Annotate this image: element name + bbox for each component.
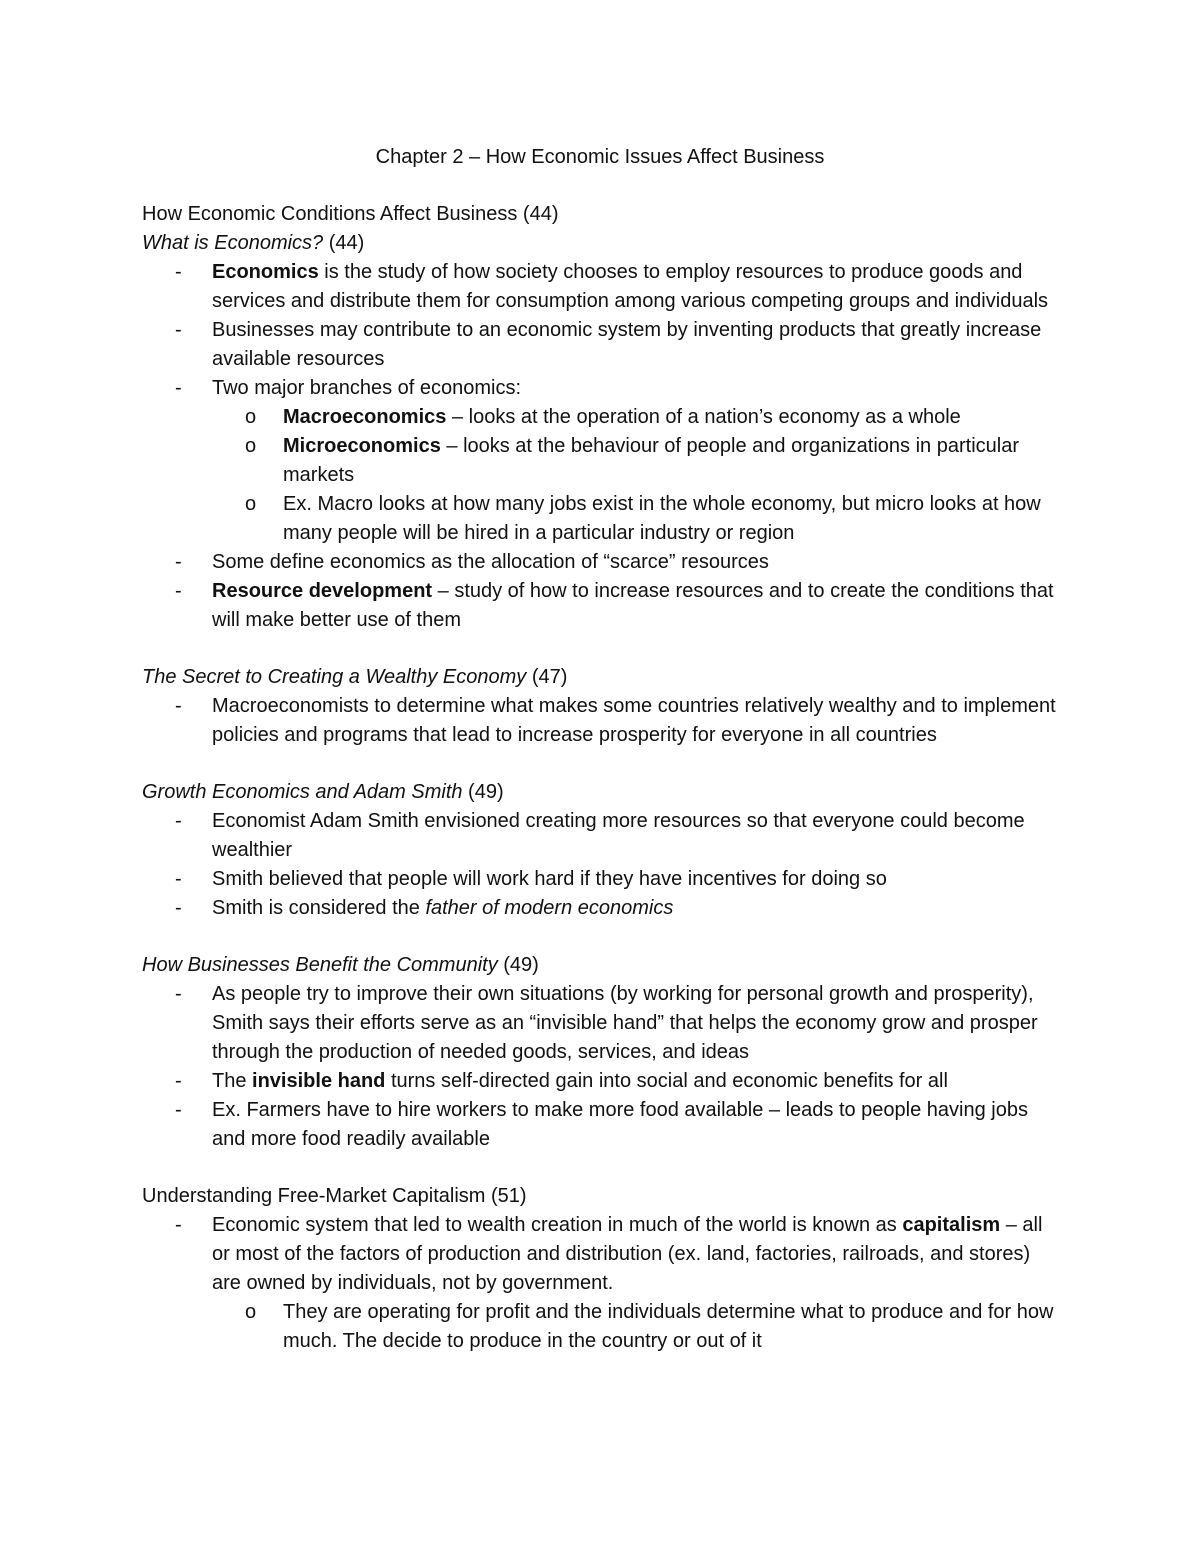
item-text: As people try to improve their own situations (by working for personal growth and prosperity), Smith says their efforts serve as an “invisible hand” that helps the economy grow and prosper through the production of needed goods, services, and ideas — [212, 983, 1038, 1063]
section-heading: Understanding Free-Market Capitalism (51) — [142, 1185, 527, 1207]
sub-list-item — [283, 432, 1062, 490]
term-bold: Economics — [212, 261, 319, 283]
item-text: – looks at the operation of a nation’s economy as a whole — [446, 406, 961, 428]
subheading-title: The Secret to Creating a Wealthy Economy — [142, 666, 527, 688]
item-italic: father of modern economics — [425, 897, 674, 919]
bullet-list — [142, 807, 1062, 923]
bullet-list — [142, 692, 1062, 750]
item-text: Ex. Macro looks at how many jobs exist in the whole economy, but micro looks at how many people will be hired in a particular industry or region — [283, 493, 1041, 544]
list-item — [212, 865, 1062, 894]
item-text: turns self-directed gain into social and economic benefits for all — [385, 1070, 948, 1092]
term-bold: Resource development — [212, 580, 433, 602]
sub-list-item — [283, 1298, 1062, 1356]
sub-list-item — [283, 403, 1062, 432]
subheading-title: What is Economics? — [142, 232, 324, 254]
list-item — [212, 692, 1062, 750]
item-text: Smith is considered the — [212, 897, 426, 919]
list-item — [212, 894, 1062, 923]
item-text: Economist Adam Smith envisioned creating more resources so that everyone could become wealthier — [212, 810, 1025, 861]
subheading-page: (49) — [497, 954, 539, 976]
list-item — [212, 316, 1062, 374]
bullet-list — [142, 980, 1062, 1154]
section-gap — [142, 635, 1062, 663]
item-text: – study of how to increase resources and to create the conditions that will make better use of them — [212, 580, 1054, 631]
section-gap — [142, 923, 1062, 951]
term-bold: Macroeconomics — [283, 406, 447, 428]
list-item — [212, 807, 1062, 865]
bullet-list — [142, 1211, 1062, 1356]
section-gap — [142, 750, 1062, 778]
item-text: Economic system that led to wealth creation in much of the world is known as — [212, 1214, 903, 1236]
subheading-page: (44) — [323, 232, 365, 254]
item-text: Businesses may contribute to an economic system by inventing products that greatly increase available resources — [212, 319, 1042, 370]
section-heading: How Economic Conditions Affect Business (44) — [142, 203, 559, 225]
item-text: Smith believed that people will work hard if they have incentives for doing so — [212, 868, 887, 890]
item-text: – looks at the behaviour of people and organizations in particular markets — [283, 435, 1019, 486]
bullet-list — [142, 258, 1062, 635]
section-gap — [142, 1154, 1062, 1182]
section-subheading — [142, 778, 1062, 807]
page-title: Chapter 2 – How Economic Issues Affect Business — [375, 146, 825, 168]
item-text: – all or most of the factors of production and distribution (ex. land, factories, railroads, and stores) are owned by individuals, not by government. — [212, 1214, 1043, 1294]
item-text: Ex. Farmers have to hire workers to make more food available – leads to people having jobs and more food readily available — [212, 1099, 1028, 1150]
list-item — [212, 1211, 1062, 1356]
subheading-page: (49) — [462, 781, 504, 803]
list-item — [212, 548, 1062, 577]
item-text: Some define economics as the allocation of “scarce” resources — [212, 551, 769, 573]
sub-bullet-list — [212, 403, 1062, 548]
list-item — [212, 374, 1062, 548]
term-bold: capitalism — [902, 1214, 1001, 1236]
item-text: The — [212, 1070, 253, 1092]
list-item — [212, 1096, 1062, 1154]
subheading-title: Growth Economics and Adam Smith — [142, 781, 463, 803]
sub-list-item — [283, 490, 1062, 548]
sub-bullet-list — [212, 1298, 1062, 1356]
section-subheading — [142, 663, 1062, 692]
item-text: Macroeconomists to determine what makes some countries relatively wealthy and to implement policies and programs that lead to increase prosperity for everyone in all countries — [212, 695, 1056, 746]
item-text: They are operating for profit and the individuals determine what to produce and for how much. The decide to produce in the country or out of it — [283, 1301, 1054, 1352]
section-subheading — [142, 229, 1062, 258]
document-body — [142, 200, 1062, 1356]
subheading-title: How Businesses Benefit the Community — [142, 954, 498, 976]
section-subheading — [142, 951, 1062, 980]
item-text: is the study of how society chooses to employ resources to produce goods and services and distribute them for consumption among various competing groups and individuals — [212, 261, 1049, 312]
list-item — [212, 980, 1062, 1067]
term-bold: invisible hand — [252, 1070, 386, 1092]
item-text: Two major branches of economics: — [212, 377, 522, 399]
list-item — [212, 577, 1062, 635]
list-item — [212, 1067, 1062, 1096]
subheading-page: (47) — [526, 666, 568, 688]
term-bold: Microeconomics — [283, 435, 441, 457]
list-item — [212, 258, 1062, 316]
